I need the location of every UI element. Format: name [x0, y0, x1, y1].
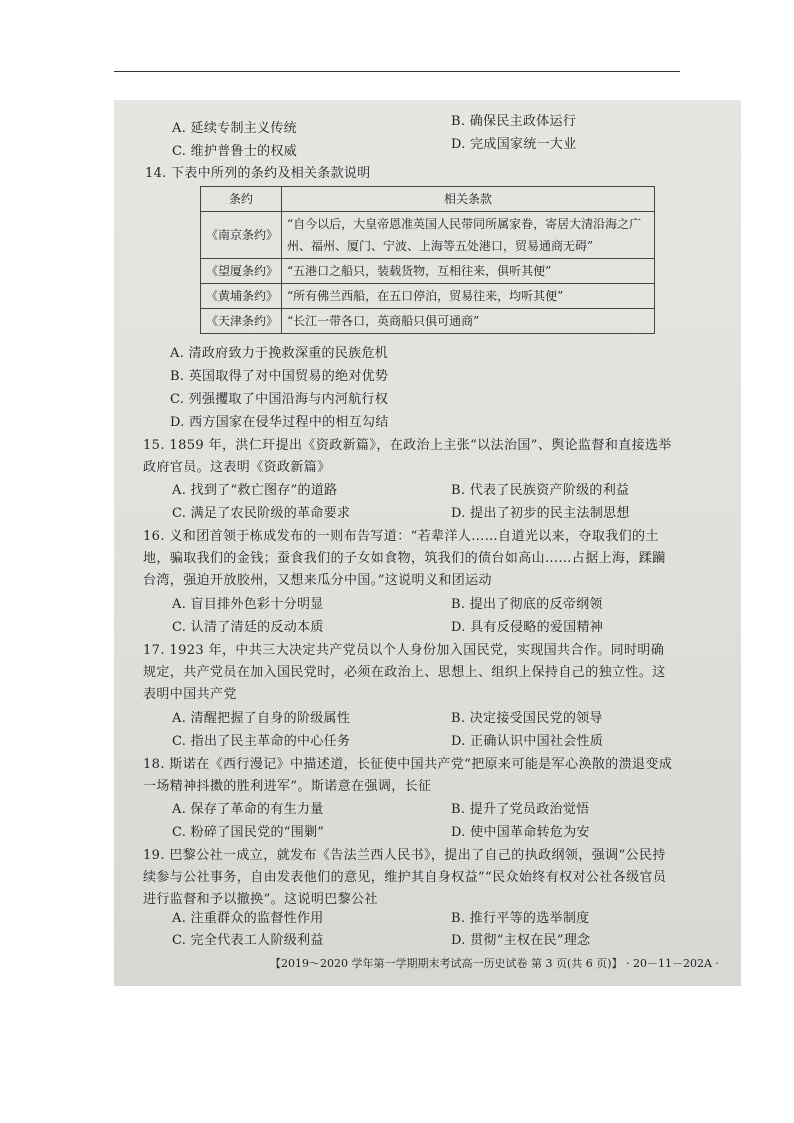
treaty-name: 《望厦条约》 [201, 259, 282, 284]
q18-stem: 18. 斯诺在《西行漫记》中描述道，长征使中国共产党“把原来可能是军心涣散的溃退变成一场精神抖擞的胜利进军”。斯诺意在强调，长征 [143, 757, 673, 794]
treaty-clause: “自今以后，大皇帝恩准英国人民带同所属家眷，寄居大清沿海之广州、福州、厦门、宁波、上海等五处港口，贸易通商无碍” [282, 212, 655, 259]
q13-option-b: B. 确保民主政体运行 [451, 114, 577, 129]
exam-code: · 20－11－202A · [626, 957, 719, 970]
table-header-clause: 相关条款 [282, 187, 655, 212]
table-row [201, 309, 655, 334]
treaty-clause: “长江一带各口，英商船只俱可通商” [282, 309, 655, 334]
q14-option-d: D. 西方国家在侵华过程中的相互勾结 [170, 415, 389, 430]
q15-option-c: C. 满足了农民阶级的革命要求 [172, 506, 351, 521]
q14-stem: 14. 下表中所列的条约及相关条款说明 [145, 166, 371, 181]
q19-stem: 19. 巴黎公社一成立，就发布《告法兰西人民书》，提出了自己的执政纲领，强调“公民持续参与公社事务，自由发表他们的意见，维护其自身权益”“民众始终有权对公社各级官员进行监督和予以撤换”。这说明巴黎公社 [143, 848, 667, 907]
q19-option-a: A. 注重群众的监督性作用 [172, 911, 324, 926]
treaty-name: 《黄埔条约》 [201, 284, 282, 309]
q18-option-b: B. 提升了党员政治觉悟 [451, 802, 590, 817]
table-row [201, 212, 655, 259]
q16-option-d: D. 具有反侵略的爱国精神 [451, 620, 604, 635]
treaty-name: 《南京条约》 [201, 212, 282, 259]
q15-stem: 15. 1859 年，洪仁玕提出《资政新篇》，在政治上主张“以法治国”、舆论监督和直接选举政府官员。这表明《资政新篇》 [143, 438, 672, 475]
q19-option-c: C. 完全代表工人阶级利益 [172, 933, 324, 948]
treaty-clause: “所有佛兰西船，在五口停泊，贸易往来，均听其便” [282, 284, 655, 309]
q17-option-c: C. 指出了民主革命的中心任务 [172, 734, 351, 749]
table-header-row [201, 187, 655, 212]
q19-option-d: D. 贯彻“主权在民”理念 [451, 933, 591, 948]
q15-option-a: A. 找到了“救亡图存”的道路 [172, 483, 338, 498]
table-row [201, 284, 655, 309]
q18-option-a: A. 保存了革命的有生力量 [172, 802, 324, 817]
q14-option-c: C. 列强攫取了中国沿海与内河航行权 [170, 392, 389, 407]
q17-option-a: A. 清醒把握了自身的阶级属性 [172, 711, 351, 726]
page-footer: 【2019～2020 学年第一学期期末考试高一历史试卷 第 3 页(共 6 页)】 [270, 957, 623, 970]
treaty-table [200, 186, 655, 334]
q15-option-b: B. 代表了民族资产阶级的利益 [451, 483, 630, 498]
q17-option-b: B. 决定接受国民党的领导 [451, 711, 603, 726]
q16-option-c: C. 认清了清廷的反动本质 [172, 620, 324, 635]
q15-option-d: D. 提出了初步的民主法制思想 [451, 506, 630, 521]
q16-option-b: B. 提出了彻底的反帝纲领 [451, 597, 603, 612]
treaty-name: 《天津条约》 [201, 309, 282, 334]
table-header-treaty: 条约 [201, 187, 282, 212]
q19-option-b: B. 推行平等的选举制度 [451, 911, 590, 926]
q13-option-c: C. 维护普鲁士的权威 [172, 144, 298, 159]
table-row [201, 259, 655, 284]
q17-option-d: D. 正确认识中国社会性质 [451, 734, 604, 749]
q18-option-c: C. 粉碎了国民党的“围剿” [172, 825, 325, 840]
q16-option-a: A. 盲目排外色彩十分明显 [172, 597, 324, 612]
q18-option-d: D. 使中国革命转危为安 [451, 825, 590, 840]
q17-stem: 17. 1923 年，中共三大决定共产党员以个人身份加入国民党，实现国共合作。同时明确规定，共产党员在加入国民党时，必须在政治上、思想上、组织上保持自己的独立性。这表明中国共产党 [143, 643, 666, 702]
header-rule [114, 71, 680, 72]
q14-option-b: B. 英国取得了对中国贸易的绝对优势 [170, 369, 389, 384]
treaty-clause: “五港口之船只，装载货物，互相往来，俱听其便” [282, 259, 655, 284]
q16-stem: 16. 义和团首领于栋成发布的一则布告写道：“若辈洋人……自道光以来，夺取我们的土地，骗取我们的金钱；蚕食我们的子女如食物，筑我们的债台如高山……占据上海，蹂躏台湾，强迫开放胶州，又想来瓜分中国。”这说明义和团运动 [143, 529, 666, 588]
q13-option-d: D. 完成国家统一大业 [451, 137, 577, 152]
q14-option-a: A. 清政府致力于挽救深重的民族危机 [170, 346, 389, 361]
q13-option-a: A. 延续专制主义传统 [172, 121, 297, 136]
